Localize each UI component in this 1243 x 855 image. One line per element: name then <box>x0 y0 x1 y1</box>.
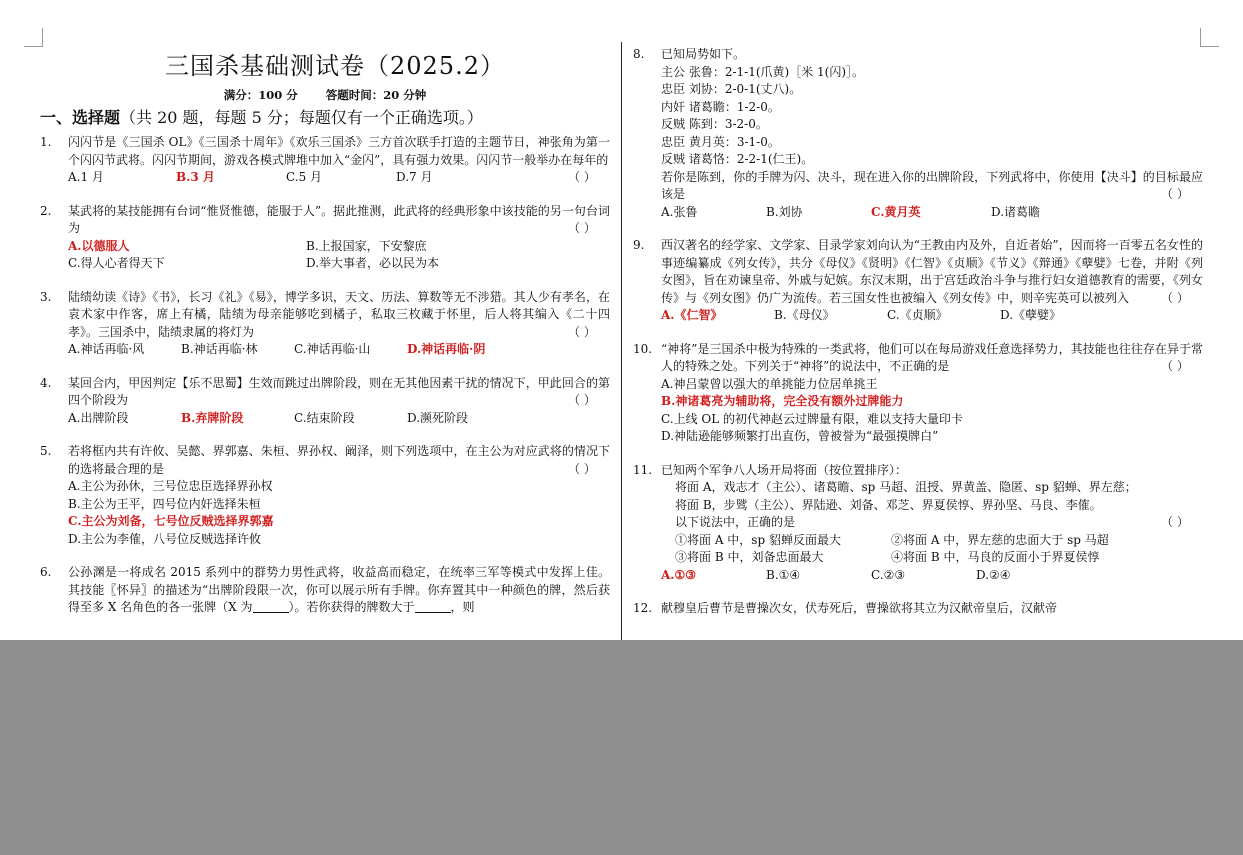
answer-paren: （ ） <box>568 393 596 407</box>
answer-blank[interactable] <box>415 600 451 613</box>
option-c: C.上线 OL 的初代神赵云过牌量有限，难以支持大量印卡 <box>661 411 964 426</box>
option-a: A.1 月 <box>68 170 104 184</box>
option-a: A.以德服人 <box>68 238 130 253</box>
options <box>68 410 610 428</box>
question-4 <box>40 375 610 428</box>
crop-mark-top-right <box>1200 28 1219 47</box>
option-b: B.主公为王平，四号位内奸选择朱桓 <box>68 496 261 511</box>
option-d: D.7 月 <box>396 170 433 184</box>
question-number: 8. <box>633 47 645 61</box>
question-6 <box>40 564 610 617</box>
option-c: C.得人心者得天下 <box>68 256 165 270</box>
option-c: C.《贞顺》 <box>887 308 948 322</box>
question-intro: 已知两个军争八人场开局将面（按位置排序）： <box>661 462 908 477</box>
options <box>68 341 610 359</box>
options <box>661 307 1203 325</box>
option-a: A.《仁智》 <box>661 308 723 322</box>
option-d: D.主公为李傕，八号位反贼选择许攸 <box>68 531 262 546</box>
option-d: D.濒死阶段 <box>407 410 469 425</box>
question-text: 若将框内共有许攸、吴懿、界郭嘉、朱桓、界孙权、阚泽，则下列选项中，在主公为对应武将的情况下的选将最合理的是 <box>68 444 610 476</box>
option-a: A.张鲁 <box>661 204 698 219</box>
statement-1: ①将面 A 中，sp 貂蝉反面最大 <box>675 532 841 547</box>
statement-3: ③将面 B 中，刘备忠面最大 <box>675 550 824 564</box>
options <box>661 567 1203 585</box>
option-b: B.3 月 <box>176 170 215 184</box>
option-c: C.黄月英 <box>871 204 921 219</box>
options <box>68 255 610 273</box>
option-d: D.神话再临·阴 <box>407 342 486 356</box>
answer-paren: （ ） <box>1161 359 1189 373</box>
lineup-a: 将面 A，戏志才（主公）、诸葛瞻、sp 马超、沮授、界黄盖、隐匿、sp 貂蝉、界左慈； <box>675 480 1137 494</box>
option-a: A.神话再临·风 <box>68 342 145 356</box>
question-text: 献穆皇后曹节是曹操次女，伏寿死后，曹操欲将其立为汉献帝皇后，汉献帝 <box>661 601 1058 615</box>
statement-4: ④将面 B 中，马良的反面小于界夏侯惇 <box>891 550 1100 564</box>
options <box>68 238 610 256</box>
option-b: B.刘协 <box>766 204 803 219</box>
question-12 <box>633 600 1203 618</box>
question-2 <box>40 203 610 273</box>
question-9 <box>633 237 1203 325</box>
question-10 <box>633 341 1203 446</box>
question-text: 若你是陈到，你的手牌为闪、决斗，现在进入你的出牌阶段，下列武将中，你使用【决斗】的目标最应该是 <box>661 169 1203 201</box>
question-number: 12. <box>633 601 653 615</box>
situation-line: 忠臣 刘协：2-0-1(丈八)。 <box>661 82 802 96</box>
question-number: 2. <box>40 203 52 218</box>
option-d: D.诸葛瞻 <box>991 204 1041 219</box>
statement-2: ②将面 A 中，界左慈的忠面大于 sp 马超 <box>891 532 1109 547</box>
question-3 <box>40 289 610 359</box>
situation-line: 反贼 陈到：3-2-0。 <box>661 117 768 131</box>
section-heading-bold: 一、选择题 <box>40 108 121 127</box>
option-d: D.神陆逊能够频繁打出直伤，曾被誉为“最强摸牌白” <box>661 429 939 443</box>
question-text-end: ，则 <box>450 600 475 614</box>
question-number: 9. <box>633 238 645 252</box>
question-number: 1. <box>40 135 52 149</box>
section-heading-rest: （共 20 题，每题 5 分；每题仅有一个正确选项。） <box>120 108 483 127</box>
option-c: C.神话再临·山 <box>294 342 371 356</box>
situation-line: 反贼 诸葛恪：2-2-1(仁王)。 <box>661 152 814 166</box>
question-number: 3. <box>40 289 52 304</box>
option-b: B.神诸葛亮为辅助将，完全没有额外过牌能力 <box>661 394 904 408</box>
question-intro: 已知局势如下。 <box>661 47 746 61</box>
answer-paren: （ ） <box>568 170 596 184</box>
statements-row-2 <box>661 549 1203 567</box>
question-text-cont: ）。若你获得的牌数大于 <box>288 600 415 614</box>
question-number: 11. <box>633 462 653 477</box>
question-text: 西汉著名的经学家、文学家、目录学家刘向认为“王教由内及外，自近者始”，因而将一百零五名女性的事迹编纂成《列女传》，共分《母仪》《贤明》《仁智》《贞顺》《节义》《辩通》《孽嬖》七卷，并附《列女图》，旨在劝谏皇帝、外戚与妃嫔。东汉末期，出于宫廷政治斗争与推行妇女道德教育的需要，《列女传》与《列女图》仍广为流传。若三国女性也被编入《列女传》中，则辛宪英可以被列入 <box>661 238 1203 305</box>
options <box>68 169 568 187</box>
section-heading <box>40 106 610 130</box>
option-b: B.①④ <box>766 567 801 582</box>
answer-paren: （ ） <box>568 461 596 476</box>
question-text: 某武将的某技能拥有台词“惟贤惟德，能服于人”。据此推测，此武将的经典形象中该技能的另一句台词为 <box>68 203 610 235</box>
option-b: B.神话再临·林 <box>181 342 258 356</box>
viewer-background <box>0 640 1243 855</box>
question-number: 5. <box>40 444 52 458</box>
option-c: C.主公为刘备，七号位反贼选择界郭嘉 <box>68 514 274 528</box>
option-c: C.5 月 <box>286 170 323 184</box>
answer-paren: （ ） <box>568 221 596 235</box>
answer-paren: （ ） <box>1161 290 1189 305</box>
page-title: 三国杀基础测试卷（2025.2） <box>165 52 505 80</box>
answer-paren: （ ） <box>1161 515 1189 529</box>
option-c: C.②③ <box>871 567 906 582</box>
answer-paren: （ ） <box>568 324 596 339</box>
option-d: D.举大事者，必以民为本 <box>306 256 440 270</box>
question-text: 陆绩幼读《诗》《书》，长习《礼》《易》，博学多识，天文、历法、算数等无不涉猎。其人少有孝名，在袁术家中作客，席上有橘，陆绩为母亲能够吃到橘子，私取三枚藏于怀里，后人将其编入《二十四孝》。三国杀中，陆绩隶属的将灯为 <box>68 289 610 339</box>
lineup-b: 将面 B，步骘（主公）、界陆逊、刘备、邓芝、界夏侯惇、界孙坚、马良、李傕。 <box>675 497 1102 512</box>
option-b: B.《母仪》 <box>774 308 835 322</box>
answer-blank[interactable] <box>253 600 289 613</box>
question-text: 某回合内，甲因判定【乐不思蜀】生效而跳过出牌阶段，则在无其他因素干扰的情况下，甲此回合的第四个阶段为 <box>68 375 610 407</box>
option-a: A.主公为孙休，三号位忠臣选择界孙权 <box>68 479 273 493</box>
column-divider <box>621 42 622 640</box>
answer-paren: （ ） <box>1161 187 1189 201</box>
situation-line: 忠臣 黄月英：3-1-0。 <box>661 134 780 149</box>
question-text: “神将”是三国杀中极为特殊的一类武将，他们可以在每局游戏任意选择势力，其技能也往往存在异于常人的特殊之处。下列关于“神将”的说法中，不正确的是 <box>661 341 1203 373</box>
crop-mark-top-left <box>24 28 43 47</box>
question-text: 闪闪节是《三国杀 OL》《三国杀十周年》《欢乐三国杀》三方首次联手打造的主题节日，神张角为第一个闪闪节武将。闪闪节期间，游戏各模式牌堆中加入“金闪”，具有强力效果。闪闪节一般举办在每年的 <box>68 135 610 167</box>
cover-patch <box>1096 618 1216 640</box>
option-b: B.弃牌阶段 <box>181 410 244 425</box>
question-text: 公孙渊是一将成名 2015 系列中的群势力男性武将，收益高而稳定，在统率三军等模式中发挥上佳。其技能〖怀异〗的描述为“出牌阶段限一次，你可以展示所有手牌。你弃置其中一种颜色的牌，然后获得至多 X 名角色的各一张牌（X 为 <box>68 565 610 614</box>
option-a: A.①③ <box>661 567 697 582</box>
right-column <box>633 46 1203 634</box>
option-c: C.结束阶段 <box>294 410 355 425</box>
situation-line: 内奸 诸葛瞻：1-2-0。 <box>661 99 780 114</box>
question-11 <box>633 462 1203 585</box>
statements-row-1 <box>661 532 1203 550</box>
options <box>661 204 1203 222</box>
left-column <box>40 46 610 633</box>
option-d: D.②④ <box>976 567 1011 582</box>
exam-info <box>40 86 610 104</box>
option-a: A.出牌阶段 <box>68 410 129 425</box>
time-label: 答题时间：20 分钟 <box>325 88 427 102</box>
question-text: 以下说法中，正确的是 <box>675 515 796 529</box>
question-8 <box>633 46 1203 221</box>
option-d: D.《孽嬖》 <box>1000 308 1062 322</box>
question-1 <box>40 134 610 187</box>
situation-line: 主公 张鲁：2-1-1(爪黄)［米 1(闪)］。 <box>661 64 865 79</box>
option-a: A.神吕蒙曾以强大的单挑能力位居单挑王 <box>661 376 878 391</box>
option-b: B.上报国家，下安黎庶 <box>306 238 427 253</box>
question-number: 4. <box>40 375 52 390</box>
question-5 <box>40 443 610 548</box>
question-number: 6. <box>40 565 52 579</box>
score-label: 满分：100 分 <box>223 88 298 102</box>
question-number: 10. <box>633 341 653 356</box>
